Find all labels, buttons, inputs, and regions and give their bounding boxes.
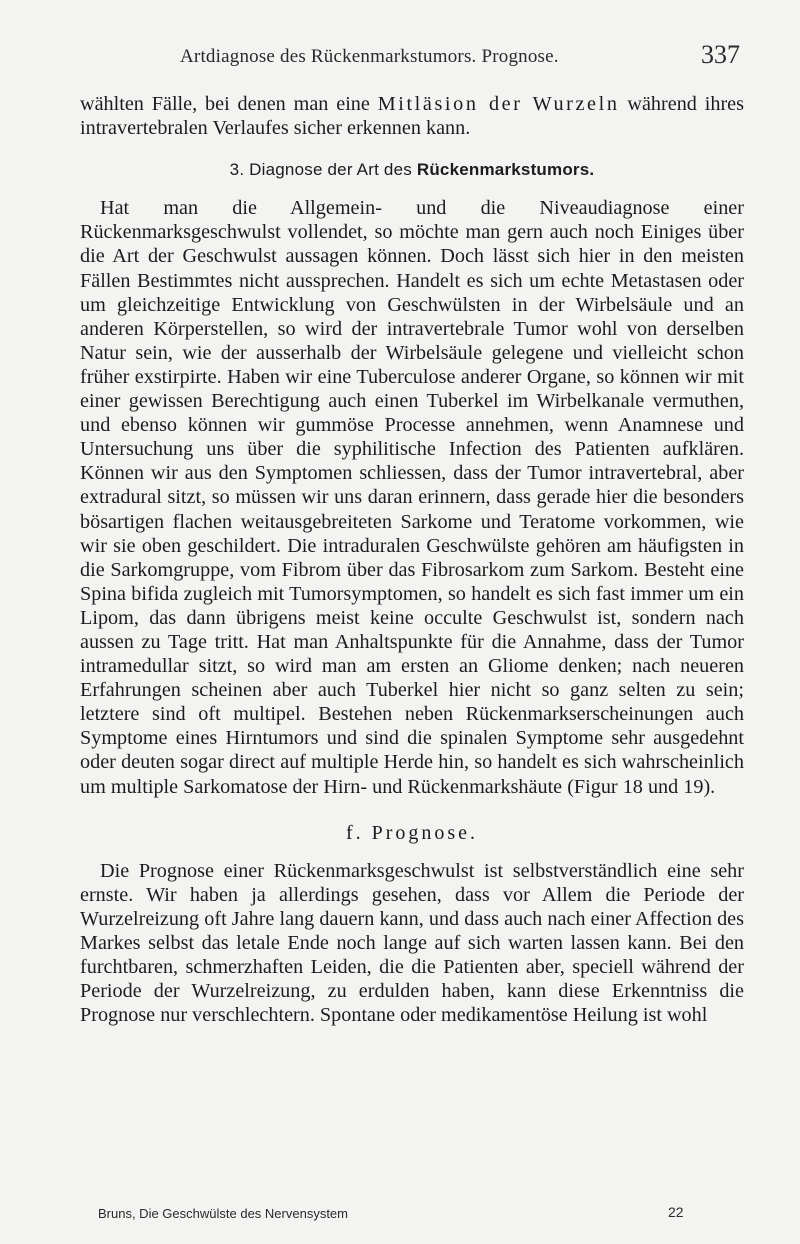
paragraph-prognose: Die Prognose einer Rückenmarksgeschwulst ist selbstverständlich eine sehr ernste. Wir haben ja allerdings gesehen, dass vor Allem die Periode der Wurzelreizung oft Jahre lang dauern kann, und dass auch nach einer Affection des Markes selbst das letale Ende noch lange auf sich warten lassen kann. Bei den furchtbaren, schmerzhaften Leiden, die die Patienten aber, speciell während der Periode der Wurzelreizung, zu erdulden haben, kann diese Erkenntniss die Prognose nur verschlechtern. Spontane oder medikamentöse Heilung ist wohl [80, 859, 744, 1027]
running-head: Artdiagnose des Rückenmarkstumors. Prognose. [180, 46, 559, 67]
signature-number: 22 [668, 1204, 684, 1220]
page-body [80, 92, 744, 1027]
printer-signature: Bruns, Die Geschwülste des Nervensystem [98, 1206, 348, 1221]
intro-paragraph [80, 92, 744, 140]
section-heading-prognose: f. Prognose. [345, 821, 479, 844]
section-heading-bold: Rückenmarkstumors. [416, 160, 595, 180]
page-header [80, 40, 740, 70]
section-heading-diagnose [80, 158, 744, 182]
intro-text-before: wählten Fälle, bei denen man eine [80, 93, 378, 115]
intro-spaced-term: Mitläsion der Wurzeln [377, 93, 620, 115]
page-number: 337 [701, 40, 740, 69]
section-heading-prefix: 3. Diagnose der Art des [229, 160, 417, 180]
intro-text-after: während ihres intravertebralen Verlaufes sicher erkennen kann. [80, 93, 744, 140]
paragraph-diagnose: Hat man die Allgemein- und die Niveaudiagnose einer Rückenmarksgeschwulst vollendet, so möchte man gern auch noch Einiges über die Art der Geschwulst aussagen können. Doch lässt sich hier in den meisten Fällen Bestimmtes nicht aussprechen. Handelt es sich um echte Metastasen oder um gleichzeitige Entwicklung von Geschwülsten in der Wirbelsäule und an anderen Körperstellen, so wird der intravertebrale Tumor wohl von derselben Natur sein, wie der ausserhalb der Wirbelsäule gelegene und vielleicht schon früher exstirpirte. Haben wir eine Tuberculose anderer Organe, so können wir mit einer gewissen Berechtigung auch einen Tuberkel im Wirbelkanale vermuthen, und ebenso können wir gummöse Processe annehmen, wenn Anamnese und Untersuchung uns über die syphilitische Infection des Patienten aufklären. Können wir aus den Symptomen schliessen, dass der Tumor intravertebral, aber extradural sitzt, so müssen wir uns daran erinnern, dass gerade hier die besonders bösartigen flachen weitausgebreiteten Sarkome und Teratome vorkommen, wie wir sie oben geschildert. Die intraduralen Geschwülste gehören am häufigsten in die Sarkomgruppe, vom Fibrom über das Fibrosarkom zum Sarkom. Besteht eine Spina bifida zugleich mit Tumorsymptomen, so handelt es sich fast immer um ein Lipom, das dann übrigens meist keine occulte Geschwulst ist, sondern nach aussen zu Tage tritt. Hat man Anhaltspunkte für die Annahme, dass der Tumor intramedullar sitzt, so wird man am ersten an Gliome denken; nach neueren Erfahrungen scheinen aber auch Tuberkel hier nicht so ganz selten zu sein; letztere sind oft multipel. Bestehen neben Rückenmarkserscheinungen auch Symptome eines Hirntumors und sind die spinalen Symptome sehr ausgedehnt oder deuten sogar direct auf multiple Herde hin, so handelt es sich wahrscheinlich um multiple Sarkomatose der Hirn- und Rückenmarkshäute (Figur 18 und 19). [80, 197, 744, 798]
